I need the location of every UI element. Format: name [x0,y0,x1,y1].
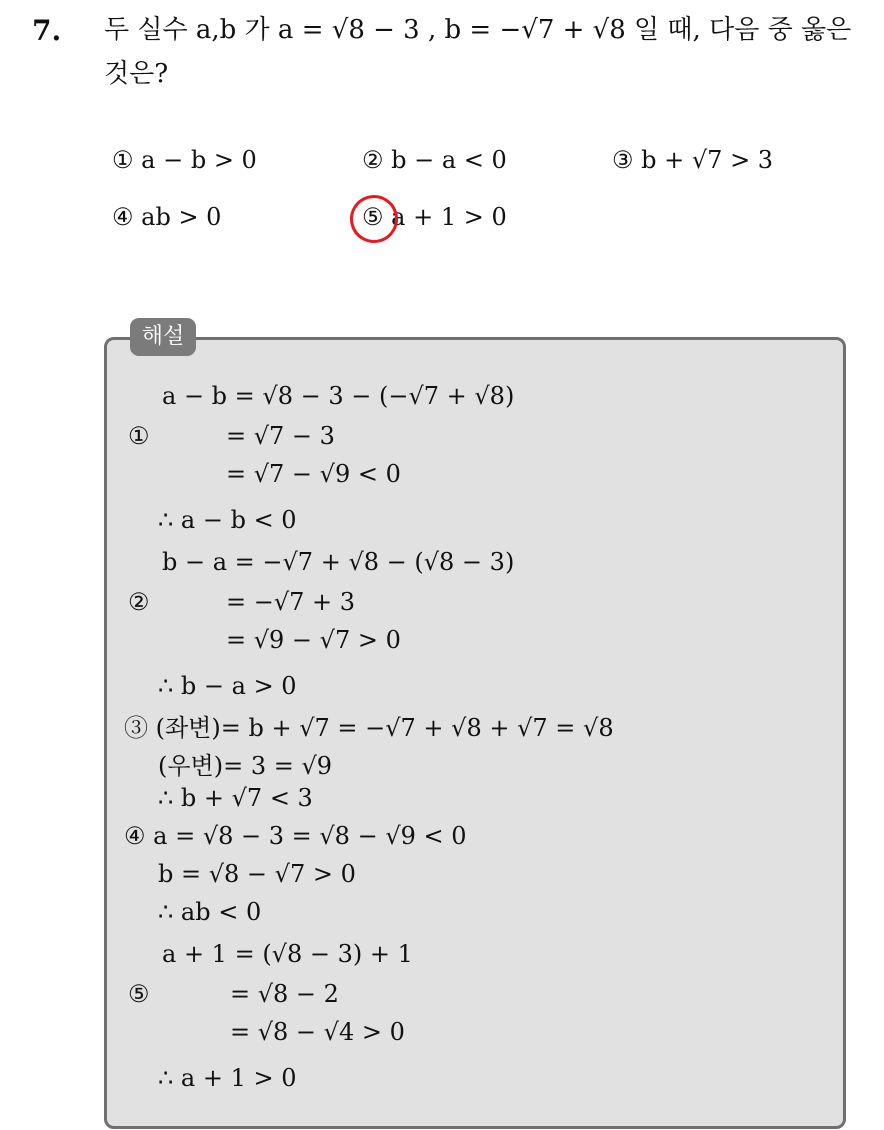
explanation-line: (우변)= 3 = √9 [158,752,333,780]
choice-1[interactable]: ① a − b > 0 [112,146,257,174]
answer-circle-mark [345,190,404,249]
choice-5[interactable]: ⑤ a + 1 > 0 [362,203,507,231]
explanation-line: = √7 − 3 [226,422,335,450]
explanation-line: ④ a = √8 − 3 = √8 − √9 < 0 [124,822,467,850]
explanation-line: b = √8 − √7 > 0 [158,860,356,888]
question-text-line1: 두 실수 a,b 가 a = √8 − 3 , b = −√7 + √8 일 때, 다음 중 옳은 [104,15,852,45]
choice-4[interactable]: ④ ab > 0 [112,203,222,231]
explanation-line: a − b = √8 − 3 − (−√7 + √8) [162,382,515,410]
explanation-number: ⑤ [128,980,150,1008]
question-text-line2: 것은? [104,59,169,89]
explanation-line: ∴ a − b < 0 [158,506,297,534]
question-number: 7. [32,14,62,47]
explanation-tag: 해설 [130,318,196,356]
explanation-line: = √8 − 2 [230,980,339,1008]
explanation-line: ∴ b − a > 0 [158,672,297,700]
explanation-line: = √9 − √7 > 0 [226,626,401,654]
explanation-line: = −√7 + 3 [226,588,356,616]
explanation-number: ② [128,588,150,616]
choice-2[interactable]: ② b − a < 0 [362,146,507,174]
explanation-line: ∴ ab < 0 [158,898,262,926]
explanation-line: ③ (좌변)= b + √7 = −√7 + √8 + √7 = √8 [124,714,614,742]
explanation-line: ∴ b + √7 < 3 [158,784,313,812]
explanation-line: = √8 − √4 > 0 [230,1018,405,1046]
explanation-line: b − a = −√7 + √8 − (√8 − 3) [162,548,515,576]
explanation-line: = √7 − √9 < 0 [226,460,401,488]
explanation-number: ① [128,422,150,450]
explanation-line: a + 1 = (√8 − 3) + 1 [162,940,413,968]
choice-3[interactable]: ③ b + √7 > 3 [612,146,774,174]
explanation-line: ∴ a + 1 > 0 [158,1064,297,1092]
